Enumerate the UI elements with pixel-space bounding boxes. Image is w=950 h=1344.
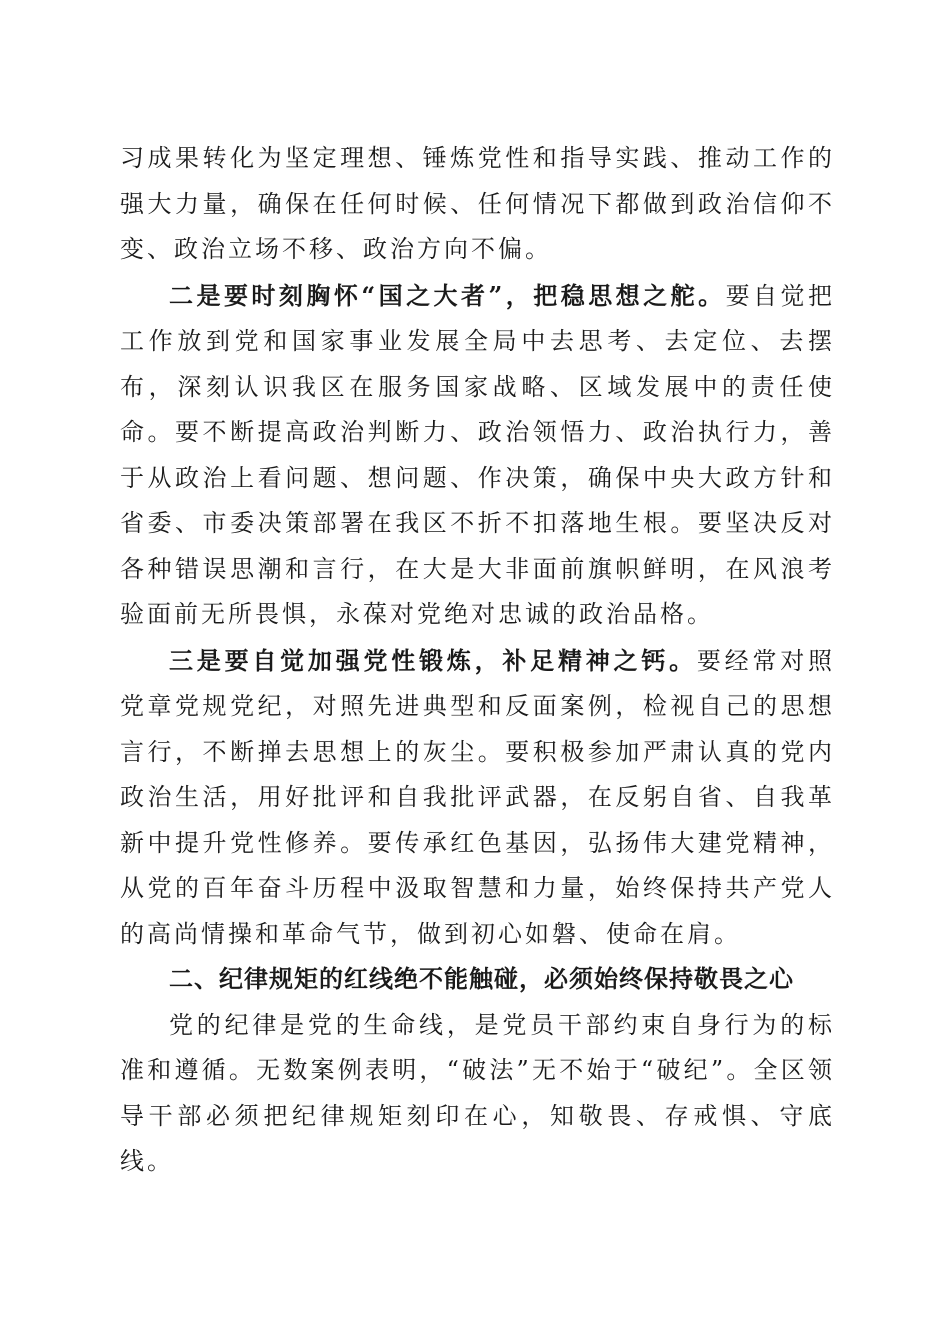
document-body [120,136,835,1185]
paragraph-continued [120,136,835,273]
paragraph-lead-sentence: 三是要自觉加强党性锻炼，补足精神之钙。 [169,645,697,675]
paragraph-point-three [120,638,835,958]
paragraph-text: 要自觉把工作放到党和国家事业发展全局中去思考、去定位、去摆布，深刻认识我区在服务国家战略、区域发展中的责任使命。要不断提高政治判断力、政治领悟力、政治执行力，善于从政治上看问题、想问题、作决策，确保中央大政方针和省委、市委决策部署在我区不折不扣落地生根。要坚决反对各种错误思潮和言行，在大是大非面前旗帜鲜明，在风浪考验面前无所畏惧，永葆对党绝对忠诚的政治品格。 [120,281,836,628]
paragraph-point-two [120,273,835,638]
paragraph-text: 党的纪律是党的生命线，是党员干部约束自身行为的标准和遵循。无数案例表明，“破法”无不始于“破纪”。全区领导干部必须把纪律规矩刻印在心，知敬畏、存戒惧、守底线。 [120,1010,835,1175]
paragraph-discipline [120,1003,835,1185]
paragraph-text: 要经常对照党章党规党纪，对照先进典型和反面案例，检视自己的思想言行，不断掸去思想上的灰尘。要积极参加严肃认真的党内政治生活，用好批评和自我批评武器，在反躬自省、自我革新中提升党性修养。要传承红色基因，弘扬伟大建党精神，从党的百年奋斗历程中汲取智慧和力量，始终保持共产党人的高尚情操和革命气节，做到初心如磐、使命在肩。 [120,646,836,948]
paragraph-text: 习成果转化为坚定理想、锤炼党性和指导实践、推动工作的强大力量，确保在任何时候、任何情况下都做到政治信仰不变、政治立场不移、政治方向不偏。 [120,144,835,263]
section-heading: 二、纪律规矩的红线绝不能触碰，必须始终保持敬畏之心 [169,965,794,993]
paragraph-lead-sentence: 二是要时刻胸怀“国之大者”，把稳思想之舵。 [169,280,726,310]
